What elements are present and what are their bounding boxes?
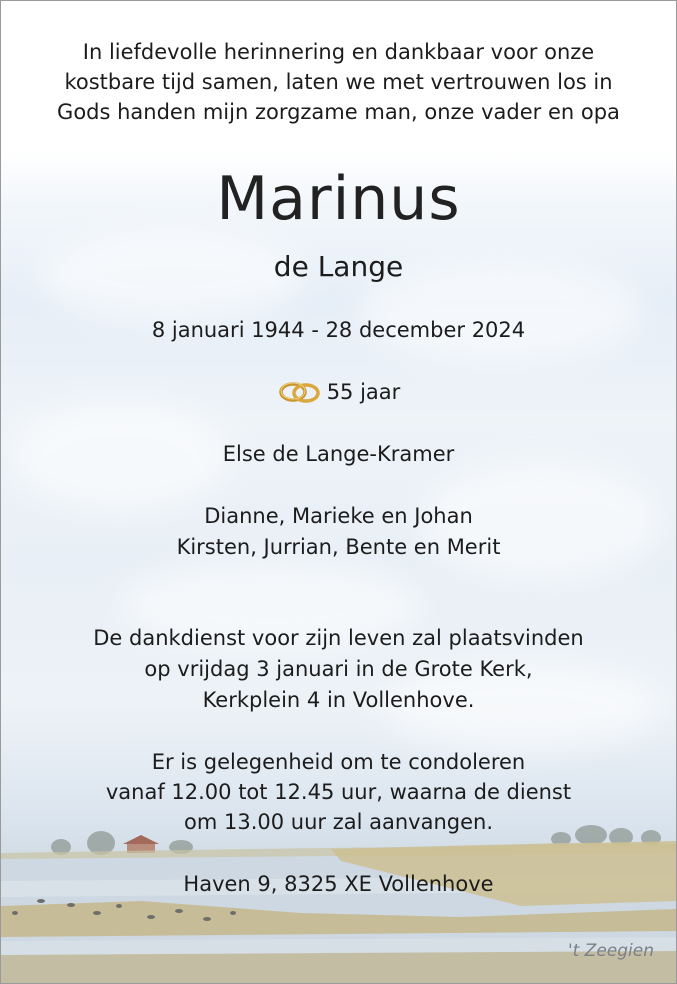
children-line: Kirsten, Jurrian, Bente en Merit [176, 535, 501, 559]
intro-line: In liefdevolle herinnering en dankbaar voor onze [82, 40, 595, 64]
marriage-years-label: 55 jaar [326, 380, 401, 404]
spouse-name: Else de Lange-Kramer [222, 442, 455, 466]
condolence-line: vanaf 12.00 tot 12.45 uur, waarna de dienst [105, 780, 572, 804]
deceased-first-name: Marinus [216, 164, 461, 234]
condolence-line: om 13.00 uur zal aanvangen. [184, 810, 493, 834]
life-dates: 8 januari 1944 - 28 december 2024 [151, 318, 526, 342]
children-line: Dianne, Marieke en Johan [204, 504, 473, 528]
service-line: op vrijdag 3 januari in de Grote Kerk, [144, 657, 533, 681]
service-line: Kerkplein 4 in Vollenhove. [202, 688, 475, 712]
intro-line: kostbare tijd samen, laten we met vertrouwen los in [64, 70, 613, 94]
wedding-rings-icon [277, 378, 323, 406]
condolence-line: Er is gelegenheid om te condoleren [151, 750, 526, 774]
condolence-info [1, 747, 676, 837]
home-address: Haven 9, 8325 XE Vollenhove [183, 872, 494, 896]
service-info [1, 623, 676, 716]
deceased-last-name: de Lange [273, 250, 404, 283]
intro-line: Gods handen mijn zorgzame man, onze vader en opa [57, 100, 620, 124]
intro-text [1, 37, 676, 127]
service-line: De dankdienst voor zijn leven zal plaatsvinden [93, 626, 584, 650]
farmhouse [123, 835, 159, 853]
children-names [1, 501, 676, 563]
publisher-credit: 't Zeegien [567, 941, 654, 961]
marriage-years [1, 377, 676, 407]
